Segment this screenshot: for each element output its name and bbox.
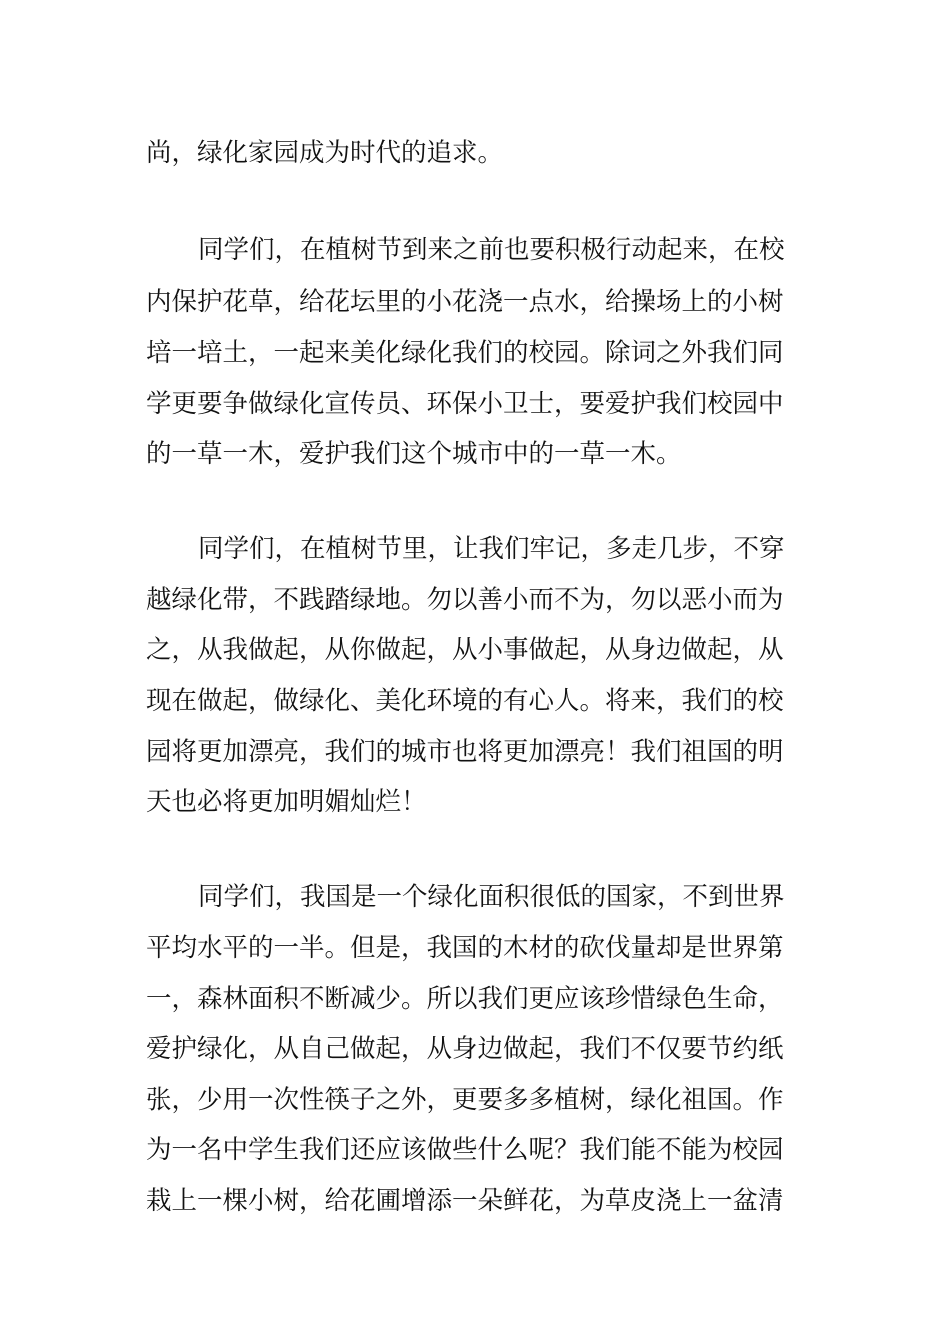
paragraph-4-line-7: 栽上一棵小树，给花圃增添一朵鲜花，为草皮浇上一盆清 — [146, 1186, 784, 1216]
paragraph-4-line-6: 为一名中学生我们还应该做些什么呢？我们能不能为校园 — [146, 1135, 784, 1165]
paragraph-4-line-5: 张，少用一次性筷子之外，更要多多植树，绿化祖国。作 — [146, 1085, 784, 1115]
paragraph-3-line-4: 现在做起，做绿化、美化环境的有心人。将来，我们的校 — [146, 686, 784, 716]
paragraph-3-line-1: 同学们，在植树节里，让我们牢记，多走几步，不穿 — [198, 534, 785, 564]
paragraph-3-line-6: 天也必将更加明媚灿烂！ — [146, 787, 427, 817]
paragraph-3-line-5: 园将更加漂亮，我们的城市也将更加漂亮！我们祖国的明 — [146, 737, 784, 767]
paragraph-4-line-3: 一，森林面积不断减少。所以我们更应该珍惜绿色生命， — [146, 984, 784, 1014]
paragraph-2-line-3: 培一培土，一起来美化绿化我们的校园。除词之外我们同 — [146, 338, 784, 368]
paragraph-4-line-2: 平均水平的一半。但是，我国的木材的砍伐量却是世界第 — [146, 933, 784, 963]
paragraph-2-line-4: 学更要争做绿化宣传员、环保小卫士，要爱护我们校园中 — [146, 389, 784, 419]
paragraph-4-line-1: 同学们，我国是一个绿化面积很低的国家，不到世界 — [198, 882, 785, 912]
paragraph-3-line-2: 越绿化带，不践踏绿地。勿以善小而不为，勿以恶小而为 — [146, 585, 784, 615]
paragraph-1-line-1: 尚，绿化家园成为时代的追求。 — [146, 138, 504, 168]
paragraph-4-line-4: 爱护绿化，从自己做起，从身边做起，我们不仅要节约纸 — [146, 1034, 784, 1064]
paragraph-3-line-3: 之，从我做起，从你做起，从小事做起，从身边做起，从 — [146, 635, 784, 665]
paragraph-2-line-2: 内保护花草，给花坛里的小花浇一点水，给操场上的小树 — [146, 287, 784, 317]
paragraph-2-line-5: 的一草一木，爱护我们这个城市中的一草一木。 — [146, 439, 682, 469]
paragraph-2-line-1: 同学们，在植树节到来之前也要积极行动起来，在校 — [198, 235, 785, 265]
